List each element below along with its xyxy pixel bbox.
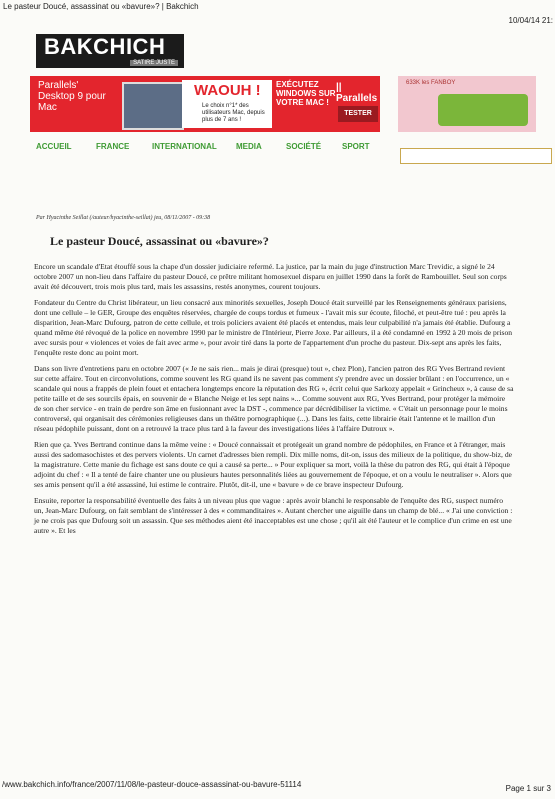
logo-tagline: SATIRE JUSTE [130,60,178,66]
article-paragraph: Rien que ça. Yves Bertrand continue dans la même veine : « Doucé connaissait et protégeait un grand nombre de pédophiles, en France et à l'étranger, mais aussi des sadomasochistes et des pervers violents. Un carnet d'adresses bien rempli. Dix mille noms, dit-on, issus des milieux de la politique, du show-biz, de la magistrature. Cette manie du fichage est sans doute ce qui a causé sa perte... » Pour expliquer sa mort, voilà la thèse du patron des RG, qui était à l'époque adjoint du chef : « Il a tenté de faire chanter une ou plusieurs hautes personnalités liées au gouvernement de l'époque, et on a voulu le neutraliser ». Alors que ses amis pensent qu'il a été assassiné, lui estime le contraire. Plutôt, dit-il, une « bavure » de ce brave inspecteur Dufourg. [34,440,512,489]
parallels-banner-ad[interactable] [30,76,380,132]
ad-fanboy-illustration [438,94,528,126]
nav-societe[interactable]: SOCIÉTÉ [286,142,322,151]
search-input[interactable] [400,148,552,164]
ad-white-panel [182,80,272,128]
article-paragraph: Dans son livre d'entretiens paru en octobre 2007 (« Je ne sais rien... mais je dirai (presque) tout », chez Plon), l'ancien patron des RG Yves Bertrand revient sur cette affaire. Tout en circonvolutions, comme souvent les RG quand ils ne savent pas comment s'y prendre avec un dossier brûlant : en l'occurrence, un « scandale qui nous a frappés de plein fouet et entachera longtemps encore la réputation des RG », écrit celui que Sarkozy appelait « Grincheux », à cause de sa petite taille et de ses sourcils épais, en souvenir de « Blanche Neige et les sept nains »... Comme souvent aux RG, Yves Bertrand, pour protéger la mémoire de son cher service - en train de perdre son âme en fusionnant avec la DST -, commence par décrédibiliser la victime. « C'était un personnage pour le moins controversé, qui organisait des cérémonies religieuses dans un théâtre pornographique (...). Dans les faits, cette librairie était l'antenne et le maillon d'un réseau pédophile puissant, dont on a retrouvé la trace plus tard à la faveur des investigations liées à l'affaire Dutroux ». [34,364,514,433]
ad-parallels-brand: || Parallels [336,82,378,104]
article-body [34,262,514,542]
print-date: 10/04/14 21: [508,16,553,25]
ad-parallels-desktop: Parallels' Desktop 9 pour Mac [38,80,106,113]
nav-accueil[interactable]: ACCUEIL [36,142,72,151]
fanboy-ad[interactable] [398,76,536,132]
print-page-title: Le pasteur Doucé, assassinat ou «bavure»? | Bakchich [3,2,199,11]
article-paragraph: Fondateur du Centre du Christ libérateur, un lieu consacré aux minorités sexuelles, Joseph Doucé était surveillé par les Renseignements généraux parisiens, dont une cellule – le GER, Groupe des enquêtes réservées, chargée de coups tordus et fumeux - l'avait mis sur écoute, filoché, et peut-être tué : peu après la disparition, Jean-Marc Dufourg, patron de cette cellule, et trois policiers avaient été placés et entendus, mais leur culpabilité n'a jamais été établie. Dufourg a quand même été révoqué de la police en novembre 1990 par le ministre de l'Intérieur, Pierre Joxe. Par ailleurs, il a été condamné en 1992 à 20 mois de prison avec sursis pour « violences et voies de fait avec arme », pour avoir tiré dans la porte de l'appartement d'un proche du pasteur. Dix-sept ans après les faits, l'enquête reste donc au point mort. [34,298,513,357]
print-url: /www.bakchich.info/france/2007/11/08/le-pasteur-douce-assassinat-ou-bavure-51114 [2,780,302,789]
ad-tester-button[interactable]: TESTER [338,106,378,122]
nav-france[interactable]: FRANCE [96,142,130,151]
article-byline: Par Hyacinthe Seillat (/auteur/hyacinthe-seillat) jeu, 08/11/2007 - 09:38 [36,215,211,221]
main-nav [36,142,408,154]
page-number: Page 1 sur 3 [505,784,551,793]
bakchich-logo[interactable] [36,34,184,68]
ad-fanboy-text: 633K les FANBOY [406,80,456,86]
nav-sport[interactable]: SPORT [342,142,370,151]
laptop-screen-image [122,82,184,130]
ad-waouh: WAOUH ! [194,82,261,99]
ad-executez: EXÉCUTEZ WINDOWS SUR VOTRE MAC ! [276,80,336,107]
article-paragraph: Ensuite, reporter la responsabilité éventuelle des faits à un niveau plus que vague : après avoir blanchi le responsable de l'enquête des RG, suspect numéro un, Jean-Marc Dufourg, on fait semblant de s'intéresser à des « commanditaires ». Autant chercher une aiguille dans un champ de blé... « J'ai une conviction : je ne crois pas que Dufourg soit un assassin. Que ses méthodes aient été inacceptables est une chose ; qu'il ait été l'auteur et le complice d'un crime en est une autre ». Et les [34,496,513,535]
logo-name: BAKCHICH [44,34,166,59]
article-paragraph: Encore un scandale d'Etat étouffé sous la chape d'un dossier judiciaire refermé. La justice, par la main du juge d'instruction Marc Trevidic, a signé le 24 octobre 2007 un non-lieu dans l'affaire du pasteur Doucé, ce prêtre militant homosexuel disparu en juillet 1990 dans la forêt de Rambouillet. Seul son corps avait été découvert, trois mois plus tard, mais les assassins, restés anonymes, courent toujours. [34,262,507,291]
ad-waouh-sub: Le choix n°1* des utilisateurs Mac, depuis plus de 7 ans ! [202,103,265,123]
article-title: Le pasteur Doucé, assassinat ou «bavure»? [50,234,269,248]
nav-media[interactable]: MEDIA [236,142,262,151]
nav-international[interactable]: INTERNATIONAL [152,142,217,151]
